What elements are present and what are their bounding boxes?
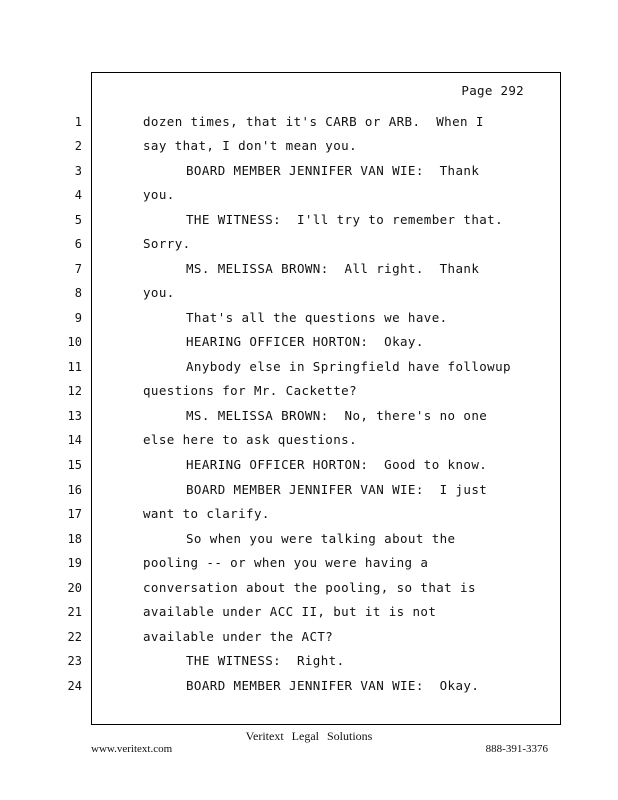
transcript-line: BOARD MEMBER JENNIFER VAN WIE: I just xyxy=(186,482,488,497)
transcript-line: pooling -- or when you were having a xyxy=(143,555,429,570)
line-number: 12 xyxy=(67,384,82,398)
transcript-line: HEARING OFFICER HORTON: Okay. xyxy=(186,334,424,349)
transcript-line: MS. MELISSA BROWN: No, there's no one xyxy=(186,408,488,423)
transcript-line: MS. MELISSA BROWN: All right. Thank xyxy=(186,261,480,276)
transcript-line: BOARD MEMBER JENNIFER VAN WIE: Thank xyxy=(186,163,480,178)
line-number: 9 xyxy=(74,311,82,325)
transcript-line: say that, I don't mean you. xyxy=(143,138,357,153)
line-number: 10 xyxy=(67,335,82,349)
footer-company: Veritext Legal Solutions xyxy=(245,729,373,743)
transcript-line: That's all the questions we have. xyxy=(186,310,448,325)
transcript-line: THE WITNESS: Right. xyxy=(186,653,345,668)
line-number: 20 xyxy=(67,581,82,595)
line-number: 17 xyxy=(67,507,82,521)
transcript-line: Sorry. xyxy=(143,236,191,251)
line-number: 21 xyxy=(67,605,82,619)
transcript-line: conversation about the pooling, so that is xyxy=(143,580,476,595)
line-number: 4 xyxy=(74,188,82,202)
line-number: 6 xyxy=(74,237,82,251)
line-number: 15 xyxy=(67,458,82,472)
footer-website: www.veritext.com xyxy=(91,743,173,755)
page-number: Page 292 xyxy=(461,83,524,98)
transcript-line: else here to ask questions. xyxy=(143,432,357,447)
transcript-line: you. xyxy=(143,187,175,202)
transcript-line: you. xyxy=(143,285,175,300)
transcript-line: HEARING OFFICER HORTON: Good to know. xyxy=(186,457,488,472)
line-number: 2 xyxy=(74,139,82,153)
transcript-line: BOARD MEMBER JENNIFER VAN WIE: Okay. xyxy=(186,678,480,693)
line-number: 13 xyxy=(67,409,82,423)
transcript-line: dozen times, that it's CARB or ARB. When I xyxy=(143,114,484,129)
line-number: 19 xyxy=(67,556,82,570)
line-number: 11 xyxy=(67,360,82,374)
line-number: 23 xyxy=(67,654,82,668)
transcript-line: Anybody else in Springfield have followup xyxy=(186,359,511,374)
line-number: 24 xyxy=(67,679,82,693)
line-number: 16 xyxy=(67,483,82,497)
line-number: 7 xyxy=(74,262,82,276)
transcript-line: want to clarify. xyxy=(143,506,270,521)
line-number: 22 xyxy=(67,630,82,644)
transcript-line: THE WITNESS: I'll try to remember that. xyxy=(186,212,504,227)
transcript-line: So when you were talking about the xyxy=(186,531,456,546)
transcript-line: available under the ACT? xyxy=(143,629,334,644)
line-number: 1 xyxy=(74,115,82,129)
line-number: 14 xyxy=(67,433,82,447)
line-number: 18 xyxy=(67,532,82,546)
line-number: 5 xyxy=(74,213,82,227)
line-number: 3 xyxy=(74,164,82,178)
line-number: 8 xyxy=(74,286,82,300)
transcript-line: available under ACC II, but it is not xyxy=(143,604,437,619)
transcript-line: questions for Mr. Cackette? xyxy=(143,383,357,398)
footer-phone: 888-391-3376 xyxy=(485,743,548,755)
